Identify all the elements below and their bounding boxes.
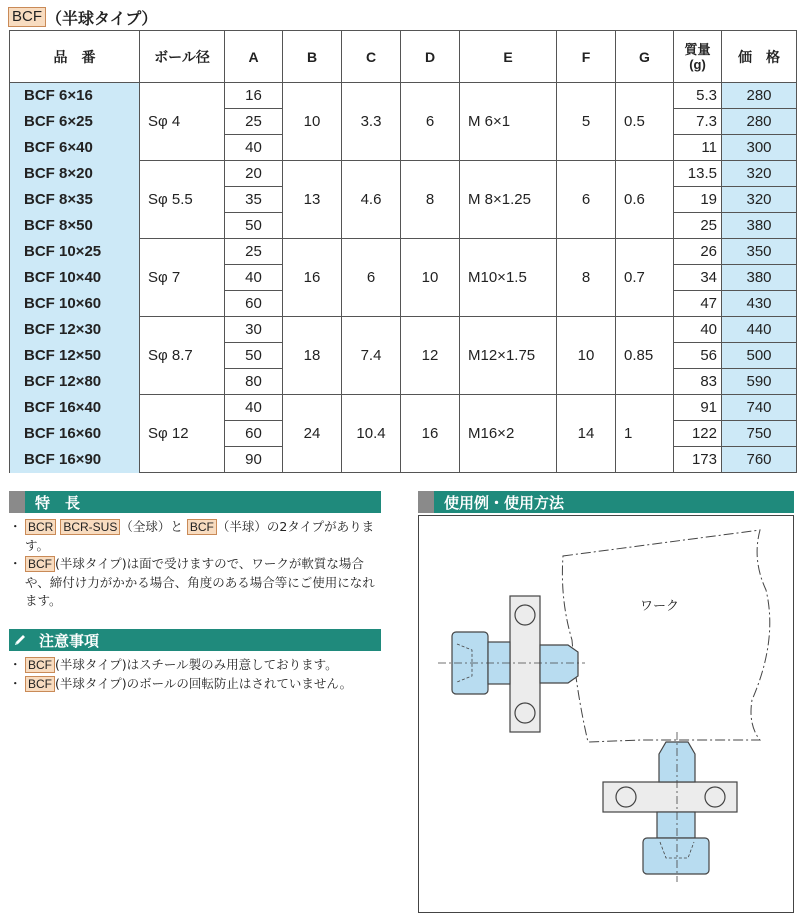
cell-model: BCF 12×30 [10, 317, 140, 343]
cell-model: BCF 6×25 [10, 109, 140, 135]
cell-model: BCF 16×40 [10, 395, 140, 421]
tag-bcf: BCF [25, 676, 55, 692]
usage-heading: 使用例・使用方法 [444, 493, 565, 512]
caution-2-text: (半球タイプ)のボールの回転防止はされていません。 [55, 675, 353, 691]
cell-price: 280 [722, 83, 797, 109]
cell-d: 12 [401, 317, 460, 395]
cell-price: 590 [722, 369, 797, 395]
cell-g: 0.85 [616, 317, 674, 395]
cell-f: 6 [557, 161, 616, 239]
cell-price: 750 [722, 421, 797, 447]
cell-price: 280 [722, 109, 797, 135]
cell-a: 50 [225, 343, 283, 369]
cell-c: 10.4 [342, 395, 401, 473]
cell-b: 18 [283, 317, 342, 395]
cell-mass: 25 [674, 213, 722, 239]
tag-bcf: BCF [187, 519, 217, 535]
cell-e: M12×1.75 [460, 317, 557, 395]
cell-mass: 5.3 [674, 83, 722, 109]
cell-mass: 91 [674, 395, 722, 421]
cell-g: 1 [616, 395, 674, 473]
header-price: 価 格 [722, 31, 797, 83]
cell-a: 90 [225, 447, 283, 473]
cell-ball: Sφ 7 [140, 239, 225, 317]
cell-price: 500 [722, 343, 797, 369]
cell-a: 50 [225, 213, 283, 239]
cell-mass: 56 [674, 343, 722, 369]
cell-a: 25 [225, 239, 283, 265]
cell-e: M10×1.5 [460, 239, 557, 317]
cell-price: 760 [722, 447, 797, 473]
cell-f: 14 [557, 395, 616, 473]
cell-price: 380 [722, 213, 797, 239]
cell-mass: 7.3 [674, 109, 722, 135]
cell-b: 10 [283, 83, 342, 161]
cell-b: 13 [283, 161, 342, 239]
cell-mass: 19 [674, 187, 722, 213]
cell-price: 350 [722, 239, 797, 265]
vertical-plate [603, 782, 737, 812]
header-d: D [401, 31, 460, 83]
cell-price: 300 [722, 135, 797, 161]
tag-bcf: BCF [25, 556, 55, 572]
workpiece-outline [562, 530, 769, 742]
cell-b: 16 [283, 239, 342, 317]
header-model: 品 番 [10, 31, 140, 83]
header-g: G [616, 31, 674, 83]
cell-ball: Sφ 5.5 [140, 161, 225, 239]
cell-a: 40 [225, 135, 283, 161]
cell-f: 8 [557, 239, 616, 317]
cell-e: M16×2 [460, 395, 557, 473]
cell-model: BCF 8×35 [10, 187, 140, 213]
cell-model: BCF 16×60 [10, 421, 140, 447]
cell-model: BCF 10×25 [10, 239, 140, 265]
cell-g: 0.6 [616, 161, 674, 239]
header-a: A [225, 31, 283, 83]
cell-ball: Sφ 8.7 [140, 317, 225, 395]
cell-a: 35 [225, 187, 283, 213]
cell-model: BCF 12×50 [10, 343, 140, 369]
cell-price: 320 [722, 161, 797, 187]
cell-f: 5 [557, 83, 616, 161]
cell-mass: 47 [674, 291, 722, 317]
horizontal-bolt-thread [540, 645, 578, 683]
header-e: E [460, 31, 557, 83]
cell-a: 16 [225, 83, 283, 109]
cell-model: BCF 10×60 [10, 291, 140, 317]
cell-d: 10 [401, 239, 460, 317]
product-code-tag: BCF [8, 7, 46, 27]
header-c: C [342, 31, 401, 83]
cell-mass: 83 [674, 369, 722, 395]
caution-heading: 注意事項 [39, 631, 100, 650]
cell-ball: Sφ 4 [140, 83, 225, 161]
header-mass-label: 質量 [684, 41, 711, 57]
tag-bcf: BCF [25, 657, 55, 673]
title-subtitle: （半球タイプ） [46, 8, 158, 28]
cell-c: 7.4 [342, 317, 401, 395]
cell-a: 40 [225, 265, 283, 291]
work-label: ワーク [640, 599, 680, 614]
cell-d: 8 [401, 161, 460, 239]
cell-c: 4.6 [342, 161, 401, 239]
cell-f: 10 [557, 317, 616, 395]
cell-g: 0.5 [616, 83, 674, 161]
cell-a: 30 [225, 317, 283, 343]
feature-1-mid: （全球）と [120, 519, 183, 534]
header-mass-unit: (g) [689, 56, 706, 72]
cell-a: 40 [225, 395, 283, 421]
cell-ball: Sφ 12 [140, 395, 225, 473]
features-heading: 特 長 [35, 493, 81, 512]
cell-mass: 34 [674, 265, 722, 291]
cell-a: 25 [225, 109, 283, 135]
tag-bcr-sus: BCR-SUS [60, 519, 120, 535]
cell-e: M 6×1 [460, 83, 557, 161]
cell-mass: 40 [674, 317, 722, 343]
tag-bcr: BCR [25, 519, 56, 535]
cell-mass: 11 [674, 135, 722, 161]
cell-price: 430 [722, 291, 797, 317]
cell-price: 440 [722, 317, 797, 343]
cell-mass: 122 [674, 421, 722, 447]
header-ball: ボール径 [140, 31, 225, 83]
cell-b: 24 [283, 395, 342, 473]
cell-a: 80 [225, 369, 283, 395]
cell-d: 16 [401, 395, 460, 473]
cell-model: BCF 10×40 [10, 265, 140, 291]
cell-model: BCF 12×80 [10, 369, 140, 395]
cell-c: 3.3 [342, 83, 401, 161]
cell-model: BCF 8×50 [10, 213, 140, 239]
feature-2-text: (半球タイプ)は面で受けますので、ワークが軟質な場合や、締付け力がかかる場合、角度のある場合等にご使用になれます。 [25, 556, 375, 608]
cell-model: BCF 6×16 [10, 83, 140, 109]
cell-model: BCF 6×40 [10, 135, 140, 161]
cell-price: 380 [722, 265, 797, 291]
header-b: B [283, 31, 342, 83]
cell-price: 320 [722, 187, 797, 213]
cell-a: 60 [225, 291, 283, 317]
vertical-bolt-head [643, 838, 709, 874]
cell-a: 60 [225, 421, 283, 447]
feature-1-text: （半球）の2タイプがあります。 [25, 519, 375, 553]
caution-1-text: (半球タイプ)はスチール製のみ用意しております。 [55, 657, 338, 672]
cell-e: M 8×1.25 [460, 161, 557, 239]
cell-model: BCF 8×20 [10, 161, 140, 187]
header-f: F [557, 31, 616, 83]
vertical-bolt-shank [657, 812, 695, 838]
cell-d: 6 [401, 83, 460, 161]
cell-mass: 173 [674, 447, 722, 473]
cell-c: 6 [342, 239, 401, 317]
cell-model: BCF 16×90 [10, 447, 140, 473]
cell-a: 20 [225, 161, 283, 187]
cell-mass: 13.5 [674, 161, 722, 187]
cell-g: 0.7 [616, 239, 674, 317]
cell-price: 740 [722, 395, 797, 421]
cell-mass: 26 [674, 239, 722, 265]
